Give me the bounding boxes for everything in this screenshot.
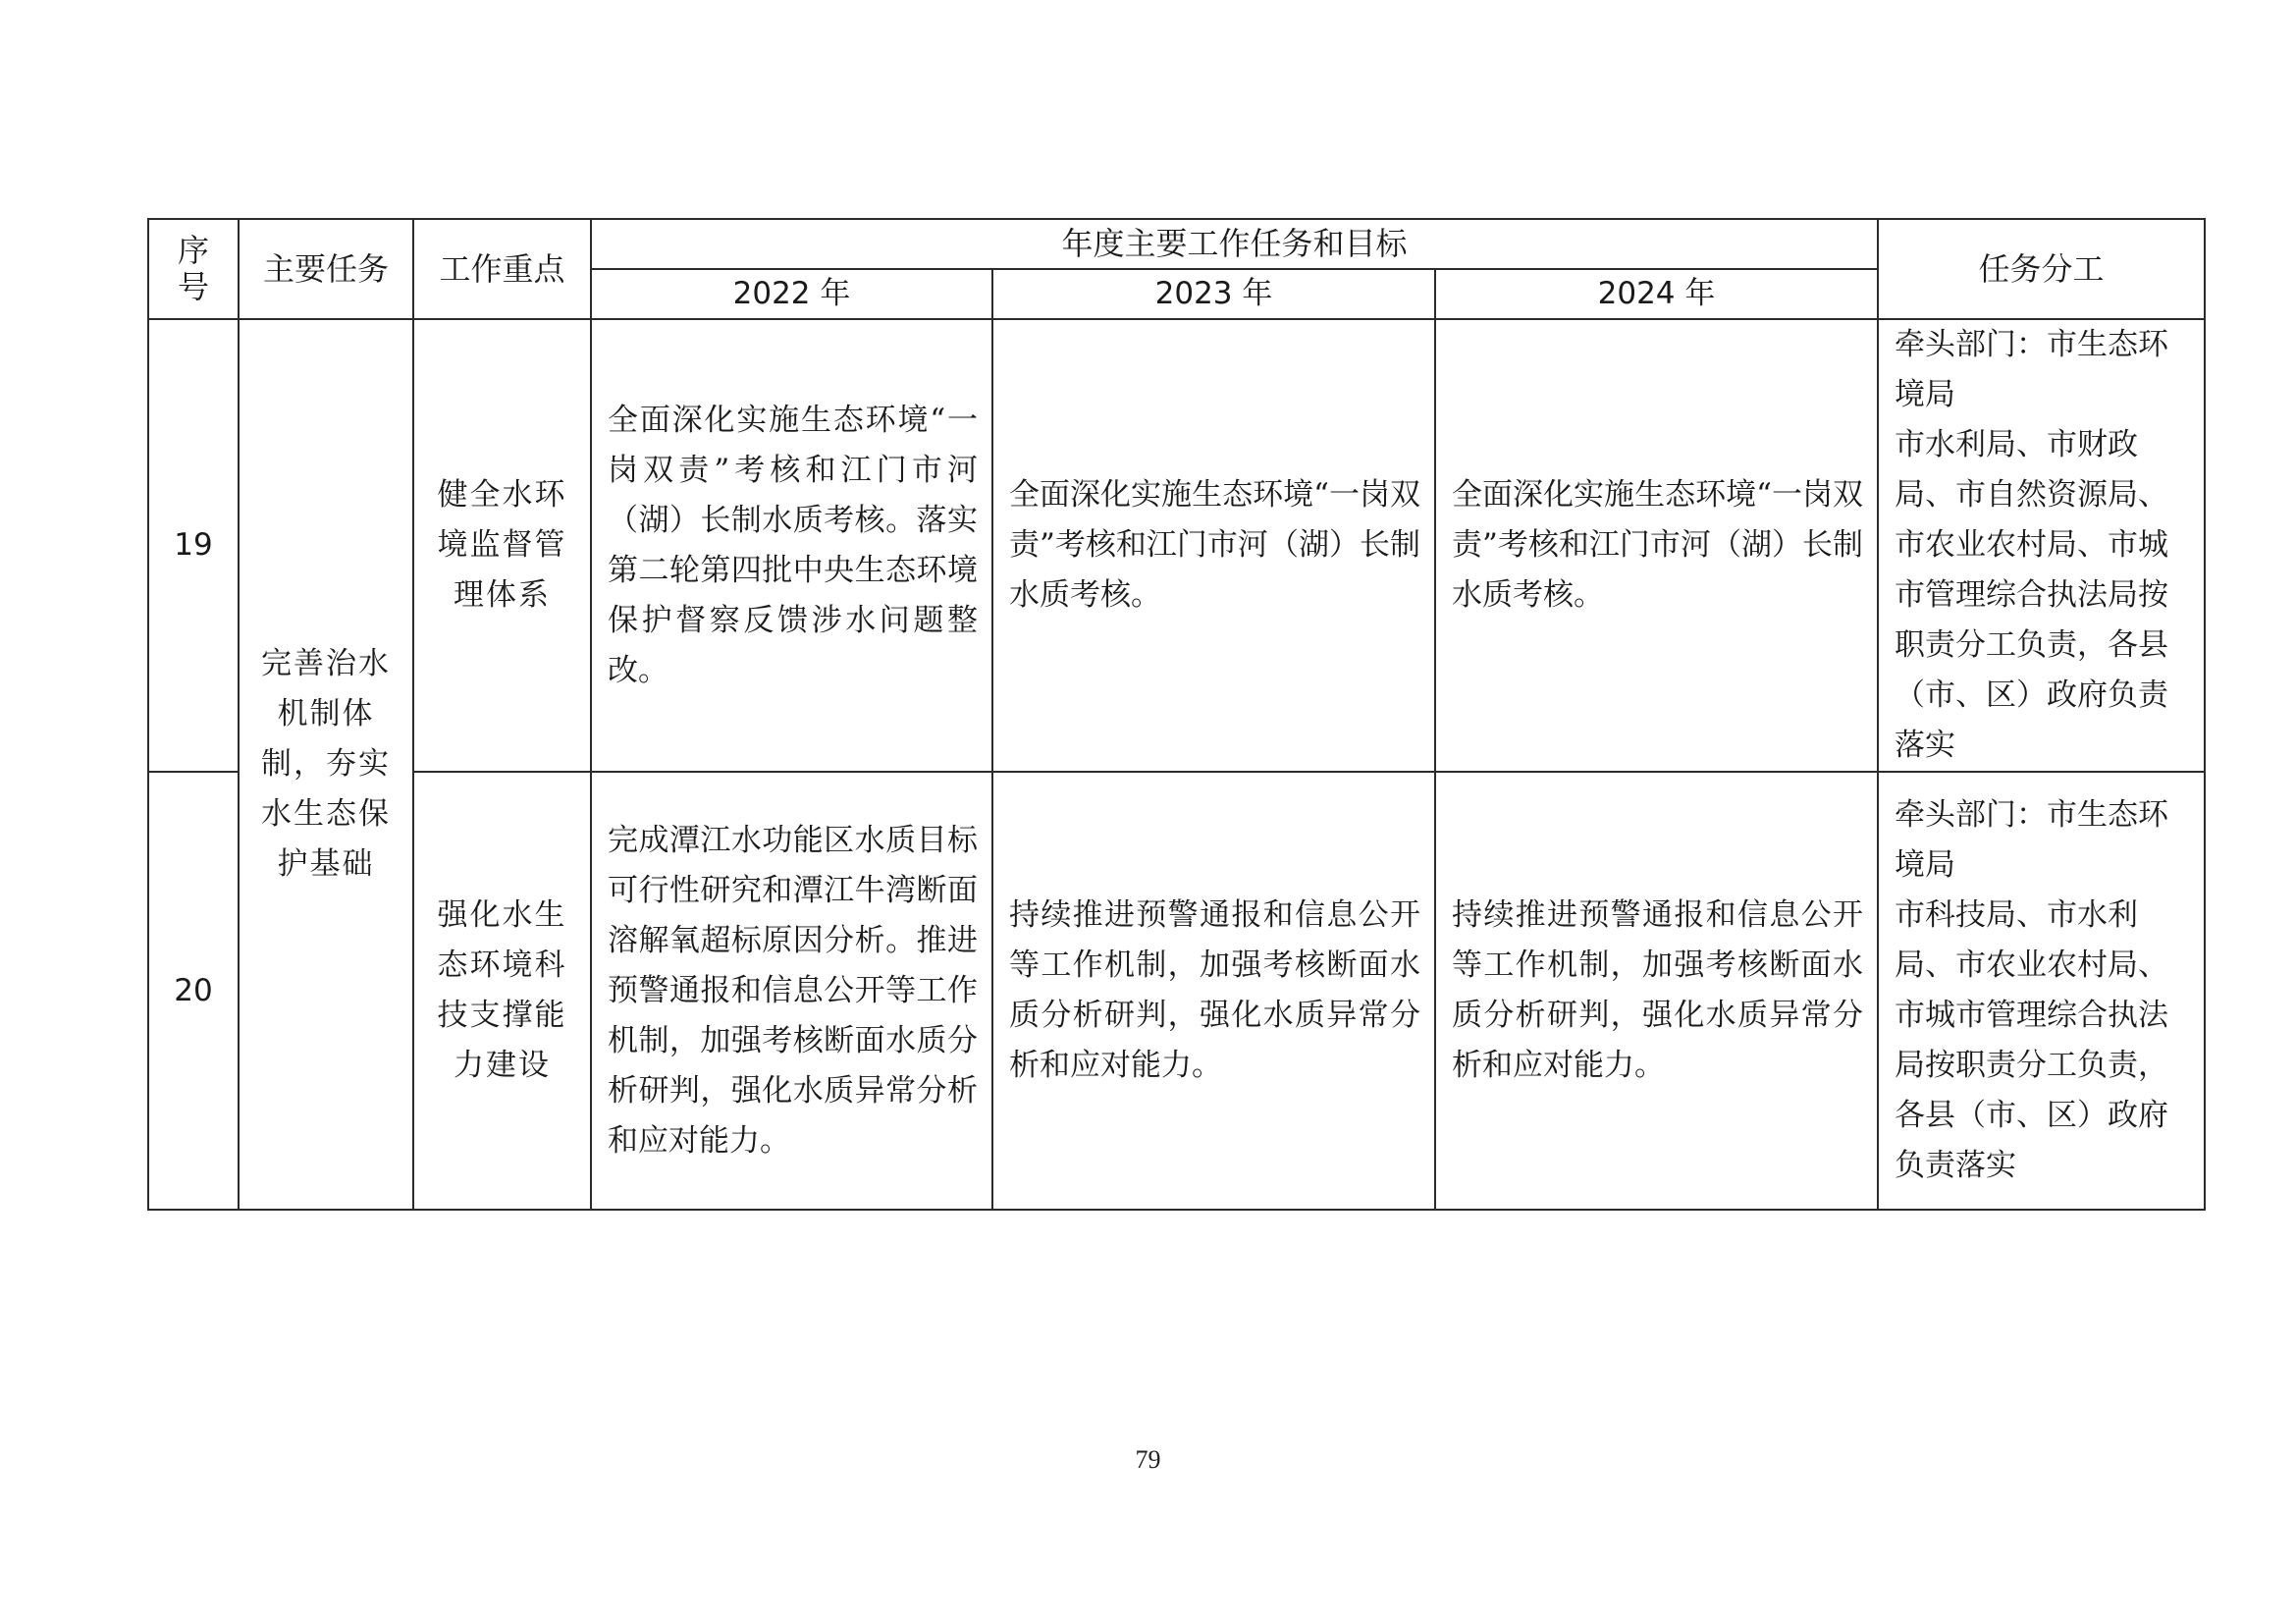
header-year-2024: 2024 年 (1435, 269, 1878, 319)
header-annual-goals (591, 219, 1878, 269)
header-year-2022: 2022 年 (591, 269, 992, 319)
division-detail: 市水利局、市财政局、市自然资源局、市农业农村局、市城市管理综合执法局按职责分工负责，各县（市、区）政府负责落实 (1895, 427, 2169, 763)
focus-cell: 强化水生态环境科技支撑能力建设 (413, 772, 591, 1210)
header-annual-goals-label: 年度主要工作任务和目标 (1061, 225, 1408, 263)
task-table (147, 218, 2206, 1211)
main-task-cell: 完善治水机制体制，夯实水生态保护基础 (239, 319, 413, 1210)
header-division-label: 任务分工 (1978, 249, 2105, 288)
division-lead: 牵头部门：市生态环境局 (1895, 797, 2169, 883)
header-seq-label: 序号 (177, 232, 209, 305)
goal-2023-cell: 全面深化实施生态环境“一岗双责”考核和江门市河（湖）长制水质考核。 (992, 319, 1435, 772)
goal-2022-cell: 全面深化实施生态环境“一岗双责”考核和江门市河（湖）长制水质考核。落实第二轮第四批中央生态环境保护督察反馈涉水问题整改。 (591, 319, 992, 772)
goal-2024-cell: 持续推进预警通报和信息公开等工作机制，加强考核断面水质分析研判，强化水质异常分析和应对能力。 (1435, 772, 1878, 1210)
division-cell (1878, 772, 2205, 1210)
goal-2023-cell: 持续推进预警通报和信息公开等工作机制，加强考核断面水质分析研判，强化水质异常分析和应对能力。 (992, 772, 1435, 1210)
division-detail: 市科技局、市水利局、市农业农村局、市城市管理综合执法局按职责分工负责，各县（市、区）政府负责落实 (1895, 897, 2169, 1183)
goal-2024-cell: 全面深化实施生态环境“一岗双责”考核和江门市河（湖）长制水质考核。 (1435, 319, 1878, 772)
header-year-2023: 2023 年 (992, 269, 1435, 319)
table-row (148, 772, 2205, 1210)
header-main-task-label: 主要任务 (262, 249, 389, 288)
header-focus (413, 219, 591, 319)
division-cell (1878, 319, 2205, 772)
header-focus-label: 工作重点 (439, 249, 565, 288)
header-main-task (239, 219, 413, 319)
table-row (148, 319, 2205, 772)
goal-2022-cell: 完成潭江水功能区水质目标可行性研究和潭江牛湾断面溶解氧超标原因分析。推进预警通报和信息公开等工作机制，加强考核断面水质分析研判，强化水质异常分析和应对能力。 (591, 772, 992, 1210)
division-lead: 牵头部门：市生态环境局 (1895, 327, 2169, 412)
header-seq (148, 219, 239, 319)
row-number: 20 (148, 772, 239, 1210)
page-number: 79 (1135, 1445, 1161, 1474)
focus-cell: 健全水环境监督管理体系 (413, 319, 591, 772)
header-division (1878, 219, 2205, 319)
row-number: 19 (148, 319, 239, 772)
